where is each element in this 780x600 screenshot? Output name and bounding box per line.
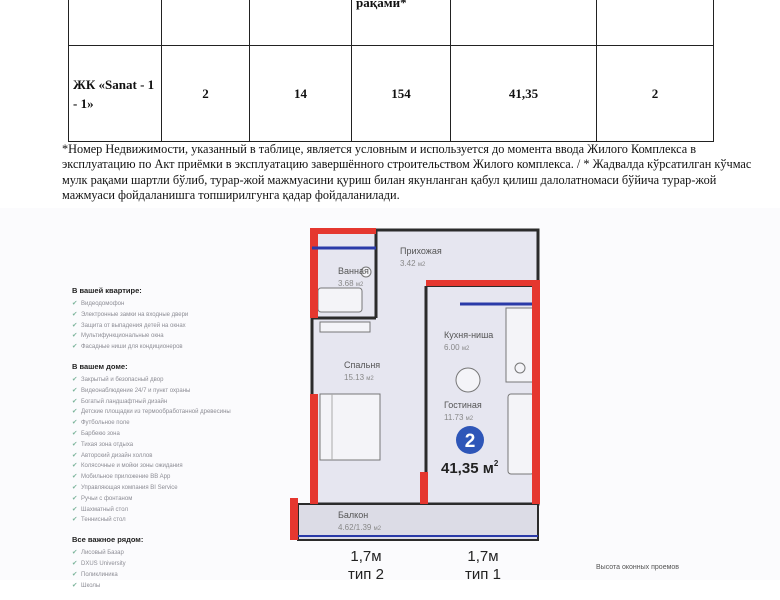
feature-item-label: Поликлиника — [81, 571, 118, 578]
check-icon: ✔ — [72, 516, 78, 524]
accent-wall — [532, 280, 540, 504]
check-icon: ✔ — [72, 462, 78, 470]
feature-item-label: DXUS University — [81, 560, 126, 567]
feature-item — [72, 407, 282, 418]
check-icon: ✔ — [72, 386, 78, 394]
check-icon: ✔ — [72, 375, 78, 383]
check-icon: ✔ — [72, 570, 78, 578]
check-icon: ✔ — [72, 440, 78, 448]
table-header-cell — [250, 0, 352, 46]
feature-item — [72, 548, 282, 559]
feature-item-label: Детские площадки из термообработанной древесины — [81, 409, 231, 416]
window-width-label-1 — [331, 548, 401, 584]
feature-item — [72, 429, 282, 440]
feature-item-label: Шахматный стол — [81, 506, 128, 513]
check-icon: ✔ — [72, 451, 78, 459]
room-balcony-name: Балкон — [338, 510, 369, 520]
feature-item-label: Лисовый Базар — [81, 550, 124, 557]
plan-balcony — [298, 504, 538, 540]
check-icon: ✔ — [72, 559, 78, 567]
feature-item-label: Защита от выпадения детей на окнах — [81, 322, 186, 329]
feature-item-label: Колясочные и мойки зоны ожидания — [81, 463, 183, 470]
feature-item — [72, 570, 282, 581]
feature-item-label: Ручьи с фонтаном — [81, 495, 133, 502]
feature-item-label: Футбольное поле — [81, 420, 130, 427]
dining-table-icon — [456, 368, 480, 392]
features-apartment-title: В вашей квартире: — [72, 286, 142, 295]
feature-item — [72, 299, 282, 310]
check-icon: ✔ — [72, 494, 78, 502]
bed-icon — [320, 394, 380, 460]
feature-item — [72, 418, 282, 429]
feature-item-label: Видеонаблюдение 24/7 и пункт охраны — [81, 387, 191, 394]
wardrobe-icon — [320, 322, 370, 332]
room-living-name: Гостиная — [444, 400, 482, 410]
features-apartment-list — [72, 299, 282, 353]
feature-item — [72, 483, 282, 494]
check-icon: ✔ — [72, 310, 78, 318]
feature-item-label: Видеодомофон — [81, 301, 125, 307]
window-2-type: тип 1 — [465, 566, 501, 583]
kitchen-counter-icon — [506, 308, 534, 382]
room-living-area: 11.73 м2 — [444, 413, 474, 422]
feature-item — [72, 342, 282, 353]
table-cell: 154 — [352, 46, 451, 142]
table-row — [69, 46, 714, 142]
features-house-list — [72, 375, 282, 526]
window-width-label-2 — [448, 548, 518, 584]
check-icon: ✔ — [72, 408, 78, 416]
accent-wall — [310, 228, 376, 234]
feature-item-label: Мобильное приложение BB App — [81, 474, 171, 481]
room-bedroom-area: 15.13 м2 — [344, 373, 374, 382]
feature-item — [72, 559, 282, 570]
table-cell: 14 — [250, 46, 352, 142]
feature-item — [72, 386, 282, 397]
feature-item-label: Фасадные ниши для кондиционеров — [81, 344, 183, 351]
check-icon: ✔ — [72, 300, 78, 307]
feature-item-label: Управляющая компания BI Service — [81, 484, 178, 491]
window-height-caption: Высота оконных проемов — [596, 564, 680, 571]
feature-item — [72, 515, 282, 526]
features-house-title: В вашем доме: — [72, 361, 128, 371]
room-balcony-area: 4.62/1.39 м2 — [338, 523, 382, 532]
window-2-size: 1,7м — [467, 548, 499, 565]
table-header-cell — [597, 0, 714, 46]
accent-wall — [310, 394, 318, 504]
table-cell: 41,35 — [451, 46, 597, 142]
floor-plan-brochure — [0, 208, 780, 589]
accent-wall — [290, 498, 298, 540]
feature-item-label: Богатый ландшафтный дизайн — [81, 398, 168, 405]
feature-item — [72, 440, 282, 451]
complex-name-cell: ЖК «Sanat - 1 - 1» — [69, 46, 162, 142]
check-icon: ✔ — [72, 473, 78, 481]
window-1-size: 1,7м — [350, 548, 382, 565]
room-kitchen-name: Кухня-ниша — [444, 330, 494, 340]
accent-wall — [426, 280, 538, 286]
feature-item-label: Барбекю зона — [81, 430, 120, 437]
feature-item-label: Закрытый и безопасный двор — [81, 376, 164, 383]
feature-item — [72, 451, 282, 462]
sofa-icon — [508, 394, 534, 474]
footnote-text: *Номер Недвижимости, указанный в таблице, является условным и используется до момента ввода Жилого Комплекса в эксплуатацию по Акт приёмки в эксплуатацию завершённого строительством Жилого комплекса. / * Жадвалда кўрсатилган кўчмас мулк рақами шартли бўлиб, турар-жой мажмуасини қуриш билан якунланган қабул қилиш далолатномаси бўйича турар-жой мажмуаси фойдаланишга топширилгунга қадар фойдаланилади. — [62, 142, 752, 203]
feature-item-label: Тихая зона отдыха — [81, 441, 134, 448]
window-1-type: тип 2 — [348, 566, 384, 583]
table-cell: 2 — [597, 46, 714, 142]
accent-wall — [420, 472, 428, 504]
feature-item-label: Электронные замки на входные двери — [81, 311, 189, 318]
check-icon: ✔ — [72, 397, 78, 405]
feature-item — [72, 375, 282, 386]
total-area: 41,35 $м^2$ — [441, 459, 499, 477]
table-header-cell — [162, 0, 250, 46]
feature-item — [72, 310, 282, 321]
table-cell: 2 — [162, 46, 250, 142]
features-nearby-title: Все важное рядом: — [72, 535, 144, 545]
table-header-cell — [451, 0, 597, 46]
check-icon: ✔ — [72, 581, 78, 589]
check-icon: ✔ — [72, 429, 78, 437]
check-icon: ✔ — [72, 343, 78, 351]
features-list — [72, 286, 282, 600]
feature-item-label: Мультифункциональные окна — [81, 333, 164, 340]
check-icon: ✔ — [72, 483, 78, 491]
accent-wall — [310, 228, 318, 318]
check-icon: ✔ — [72, 321, 78, 329]
feature-item — [72, 505, 282, 516]
room-hall-area: 3.42 м2 — [400, 259, 426, 268]
feature-item-label: Школы — [81, 582, 101, 589]
bathtub-icon — [318, 288, 362, 312]
feature-item — [72, 397, 282, 408]
feature-item — [72, 321, 282, 332]
feature-item — [72, 494, 282, 505]
room-bath-area: 3.68 м2 — [338, 279, 364, 288]
room-kitchen-area: 6.00 м2 — [444, 343, 470, 352]
property-table — [68, 0, 714, 142]
feature-item — [72, 331, 282, 342]
check-icon: ✔ — [72, 505, 78, 513]
feature-item-label: Авторский дизайн холлов — [81, 452, 153, 459]
feature-item — [72, 581, 282, 592]
room-bedroom-name: Спальня — [344, 360, 381, 370]
table-header-cell — [69, 0, 162, 46]
features-nearby-list — [72, 548, 282, 591]
floor-plan — [290, 208, 560, 580]
feature-item — [72, 461, 282, 472]
check-icon: ✔ — [72, 549, 78, 557]
check-icon: ✔ — [72, 332, 78, 340]
feature-item — [72, 472, 282, 483]
feature-item-label: Теннисный стол — [81, 517, 126, 524]
room-bath-name: Ванная — [338, 266, 369, 276]
room-hall-name: Прихожая — [400, 246, 442, 256]
room-count-number: 2 — [464, 431, 476, 452]
check-icon: ✔ — [72, 419, 78, 427]
header-rakami-label: рақами* — [356, 0, 407, 10]
